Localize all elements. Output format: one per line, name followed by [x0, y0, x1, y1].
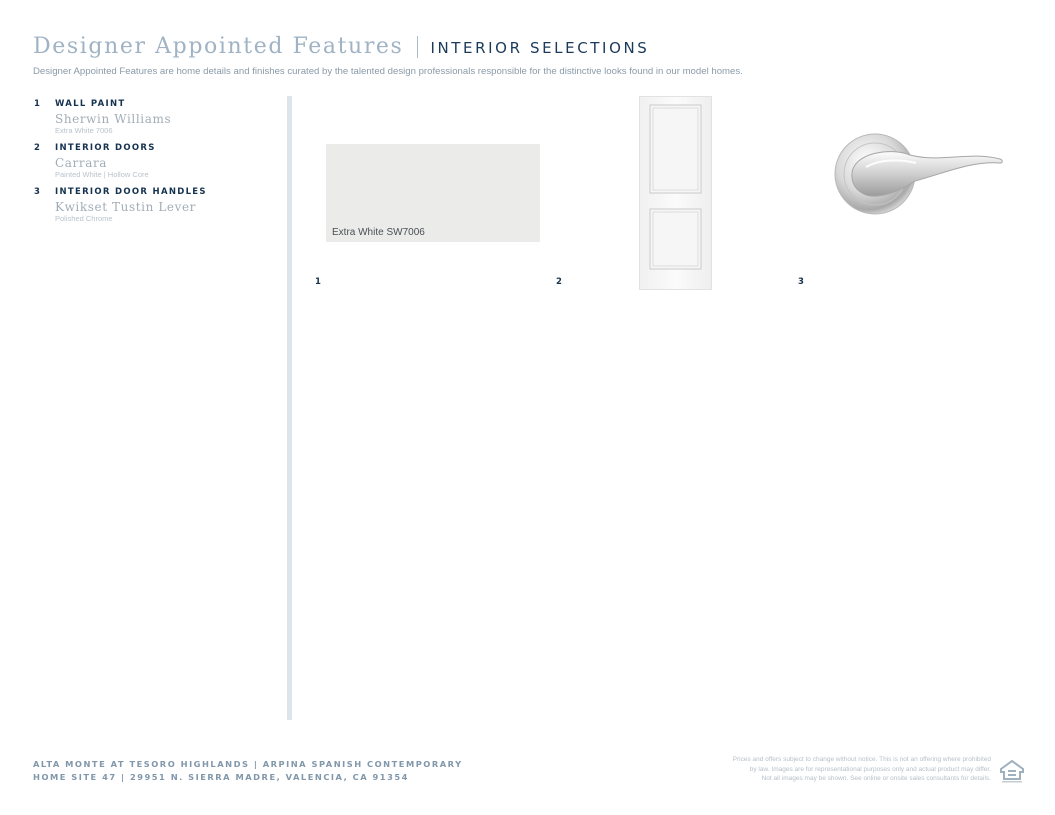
community-line: ALTA MONTE AT TESORO HIGHLANDS | ARPINA SPANISH CONTEMPORARY — [33, 759, 463, 769]
page-title: Designer Appointed Features — [33, 34, 404, 59]
image-number-3: 3 — [798, 277, 804, 287]
address-line: HOME SITE 47 | 29951 N. SIERRA MADRE, VALENCIA, CA 91354 — [33, 772, 409, 782]
title-divider — [417, 36, 418, 58]
feature-list — [34, 99, 274, 231]
feature-category: INTERIOR DOOR HANDLES — [55, 187, 207, 197]
feature-item-door-handles — [34, 187, 274, 224]
feature-brand: Carrara — [55, 156, 108, 170]
page-header — [33, 34, 649, 59]
door-lever-handle-icon — [830, 133, 1005, 215]
feature-brand: Sherwin Williams — [55, 112, 172, 126]
paint-swatch — [326, 144, 540, 242]
feature-number: 1 — [34, 99, 40, 109]
equal-housing-icon — [999, 758, 1025, 784]
paint-swatch-label: Extra White SW7006 — [332, 227, 425, 238]
feature-brand: Kwikset Tustin Lever — [55, 200, 197, 214]
feature-category: WALL PAINT — [55, 99, 126, 109]
feature-category: INTERIOR DOORS — [55, 143, 156, 153]
feature-number: 3 — [34, 187, 40, 197]
feature-number: 2 — [34, 143, 40, 153]
page-subtitle: Designer Appointed Features are home details and finishes curated by the talented design professionals responsible for the distinctive looks found in our model homes. — [33, 66, 743, 77]
feature-detail: Painted White | Hollow Core — [55, 170, 149, 179]
feature-item-wall-paint — [34, 99, 274, 136]
legal-disclaimer — [661, 755, 991, 784]
feature-detail: Polished Chrome — [55, 214, 113, 223]
footer-address — [33, 758, 463, 784]
section-title: INTERIOR SELECTIONS — [430, 39, 650, 57]
image-number-2: 2 — [556, 277, 562, 287]
vertical-divider — [287, 96, 292, 720]
panel-door-icon — [639, 96, 712, 290]
feature-item-interior-doors — [34, 143, 274, 180]
disclaimer-line: Prices and offers subject to change without notice. This is not an offering where prohibited — [732, 756, 991, 763]
disclaimer-line: Not all images may be shown. See online or onsite sales consultants for details. — [761, 775, 991, 782]
feature-detail: Extra White 7006 — [55, 126, 113, 135]
disclaimer-line: by law. Images are for representational purposes only and actual product may differ. — [749, 765, 991, 773]
image-number-1: 1 — [315, 277, 321, 287]
